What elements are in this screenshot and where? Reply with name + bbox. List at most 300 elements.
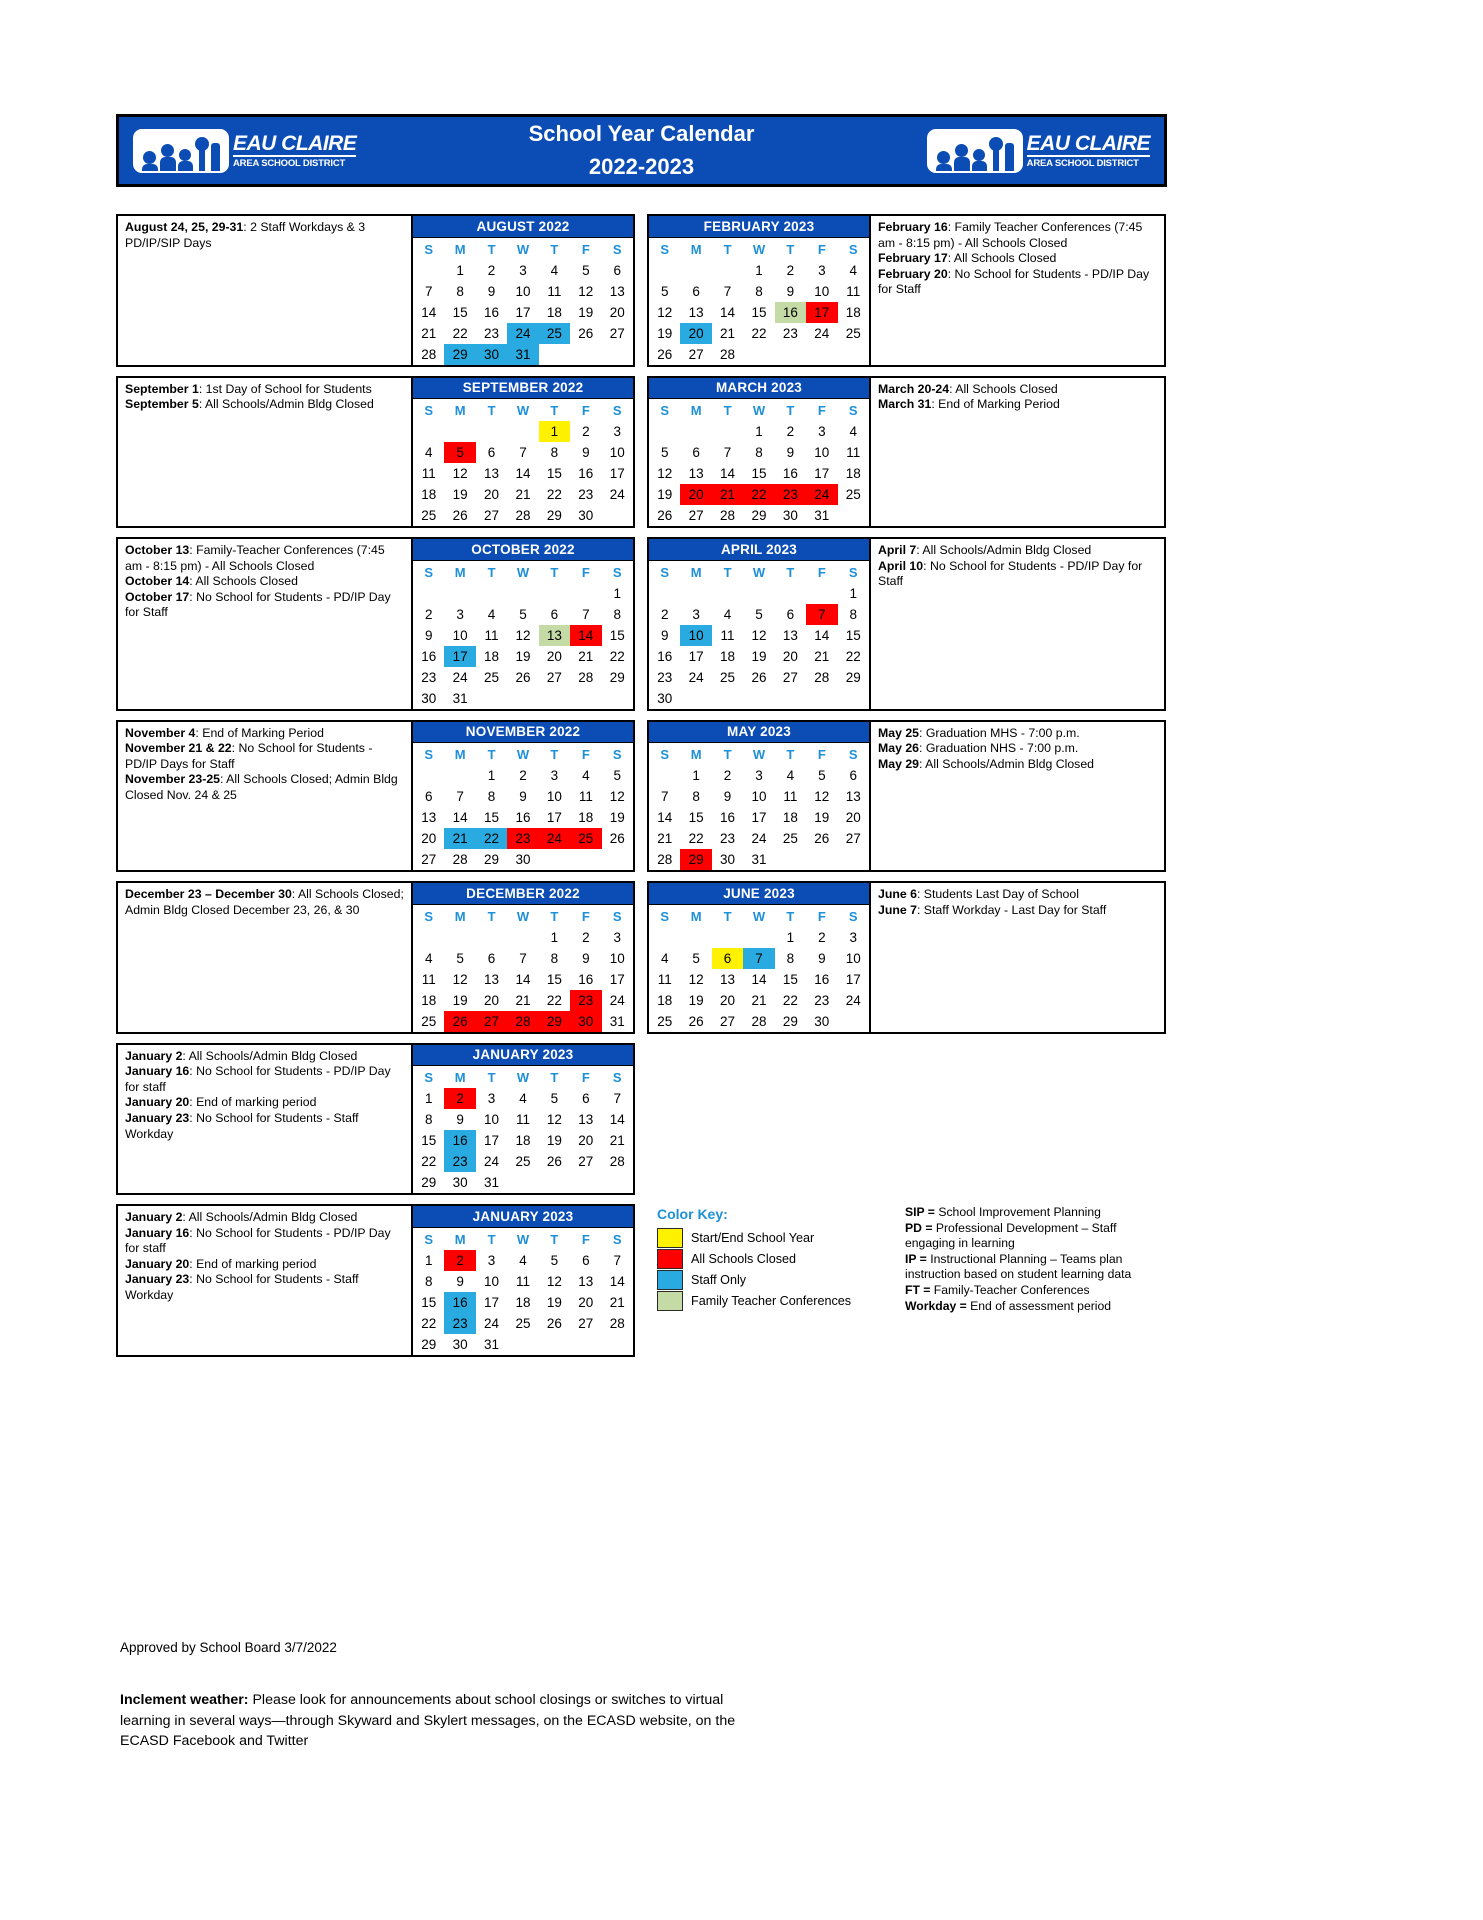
day-cell[interactable]: 15 xyxy=(845,627,861,643)
day-cell-highlighted[interactable]: 29 xyxy=(444,344,475,365)
day-cell[interactable]: 6 xyxy=(487,445,496,460)
day-cell[interactable]: 17 xyxy=(814,466,830,481)
day-cell-highlighted[interactable]: 16 xyxy=(444,1292,475,1313)
day-cell[interactable]: 11 xyxy=(783,789,798,804)
day-cell[interactable]: 15 xyxy=(546,466,562,481)
day-cell[interactable]: 14 xyxy=(421,304,437,320)
day-cell[interactable]: 9 xyxy=(582,950,590,966)
day-cell[interactable]: 28 xyxy=(720,508,736,523)
day-cell[interactable]: 28 xyxy=(421,346,437,362)
day-cell[interactable]: 15 xyxy=(452,304,468,320)
day-cell[interactable]: 10 xyxy=(452,627,468,643)
day-cell-highlighted[interactable]: 24 xyxy=(507,323,538,344)
day-cell[interactable]: 25 xyxy=(657,1013,673,1029)
day-cell[interactable]: 15 xyxy=(688,810,704,825)
day-cell[interactable]: 22 xyxy=(751,325,767,341)
day-cell[interactable]: 31 xyxy=(751,852,767,867)
day-cell-highlighted[interactable]: 26 xyxy=(444,1011,475,1032)
day-cell[interactable]: 13 xyxy=(782,627,798,643)
day-cell[interactable]: 3 xyxy=(755,768,763,783)
day-cell[interactable]: 8 xyxy=(550,950,559,966)
day-cell[interactable]: 21 xyxy=(751,992,767,1008)
day-cell-highlighted[interactable]: 20 xyxy=(680,484,711,505)
day-cell[interactable]: 28 xyxy=(609,1154,625,1169)
day-cell[interactable]: 7 xyxy=(582,606,590,622)
day-cell[interactable]: 30 xyxy=(814,1013,830,1029)
day-cell[interactable]: 24 xyxy=(484,1154,500,1169)
day-cell[interactable]: 9 xyxy=(582,445,590,460)
day-cell[interactable]: 13 xyxy=(578,1112,594,1127)
day-cell-highlighted[interactable]: 5 xyxy=(444,442,475,463)
day-cell[interactable]: 1 xyxy=(755,424,763,439)
day-cell[interactable]: 9 xyxy=(786,283,795,299)
day-cell[interactable]: 28 xyxy=(609,1315,625,1331)
day-cell[interactable]: 7 xyxy=(613,1091,622,1106)
day-cell[interactable]: 7 xyxy=(723,283,732,299)
day-cell[interactable]: 20 xyxy=(578,1294,594,1310)
day-cell[interactable]: 16 xyxy=(782,466,798,481)
day-cell[interactable]: 31 xyxy=(814,508,830,523)
day-cell[interactable]: 16 xyxy=(720,810,736,825)
day-cell[interactable]: 17 xyxy=(546,810,562,825)
day-cell[interactable]: 1 xyxy=(550,929,559,945)
day-cell[interactable]: 23 xyxy=(657,669,673,685)
day-cell[interactable]: 16 xyxy=(484,304,500,320)
day-cell[interactable]: 6 xyxy=(550,606,559,622)
day-cell[interactable]: 16 xyxy=(578,466,594,481)
day-cell-highlighted[interactable]: 17 xyxy=(806,302,837,323)
day-cell[interactable]: 26 xyxy=(609,831,625,846)
day-cell[interactable]: 13 xyxy=(688,304,704,320)
day-cell[interactable]: 14 xyxy=(609,1112,625,1127)
day-cell[interactable]: 17 xyxy=(515,304,531,320)
day-cell[interactable]: 3 xyxy=(456,606,464,622)
day-cell[interactable]: 4 xyxy=(849,262,858,278)
day-cell[interactable]: 13 xyxy=(688,466,704,481)
day-cell[interactable]: 8 xyxy=(755,283,763,299)
day-cell[interactable]: 9 xyxy=(456,1112,464,1127)
day-cell[interactable]: 28 xyxy=(720,346,736,362)
day-cell[interactable]: 3 xyxy=(849,929,858,945)
day-cell[interactable]: 7 xyxy=(424,283,433,299)
day-cell[interactable]: 29 xyxy=(546,508,562,523)
day-cell[interactable]: 5 xyxy=(550,1252,559,1268)
day-cell[interactable]: 24 xyxy=(814,325,830,341)
day-cell[interactable]: 13 xyxy=(578,1273,594,1289)
day-cell[interactable]: 8 xyxy=(424,1273,433,1289)
day-cell[interactable]: 9 xyxy=(723,789,732,804)
day-cell[interactable]: 12 xyxy=(546,1112,562,1127)
day-cell[interactable]: 18 xyxy=(845,304,861,320)
day-cell[interactable]: 6 xyxy=(613,262,622,278)
day-cell[interactable]: 8 xyxy=(755,445,763,460)
day-cell[interactable]: 19 xyxy=(452,487,468,502)
day-cell-highlighted[interactable]: 2 xyxy=(444,1088,475,1109)
day-cell[interactable]: 27 xyxy=(720,1013,736,1029)
day-cell[interactable]: 22 xyxy=(421,1154,437,1169)
day-cell[interactable]: 25 xyxy=(421,1013,437,1029)
day-cell[interactable]: 5 xyxy=(550,1091,559,1106)
day-cell[interactable]: 7 xyxy=(456,789,464,804)
day-cell[interactable]: 12 xyxy=(657,466,673,481)
day-cell[interactable]: 9 xyxy=(456,1273,464,1289)
day-cell[interactable]: 12 xyxy=(578,283,594,299)
day-cell[interactable]: 10 xyxy=(845,950,861,966)
day-cell[interactable]: 30 xyxy=(421,690,437,706)
day-cell[interactable]: 3 xyxy=(818,424,826,439)
day-cell[interactable]: 9 xyxy=(660,627,669,643)
day-cell[interactable]: 3 xyxy=(613,424,622,439)
day-cell-highlighted[interactable]: 23 xyxy=(775,484,806,505)
day-cell[interactable]: 18 xyxy=(720,648,736,664)
day-cell[interactable]: 20 xyxy=(782,648,798,664)
day-cell[interactable]: 16 xyxy=(814,971,830,987)
day-cell[interactable]: 21 xyxy=(578,648,594,664)
day-cell[interactable]: 30 xyxy=(452,1336,468,1352)
day-cell[interactable]: 14 xyxy=(515,971,531,987)
day-cell[interactable]: 9 xyxy=(519,789,527,804)
day-cell[interactable]: 19 xyxy=(578,304,594,320)
day-cell[interactable]: 20 xyxy=(484,992,500,1008)
day-cell[interactable]: 24 xyxy=(484,1315,500,1331)
day-cell[interactable]: 11 xyxy=(515,1112,530,1127)
day-cell[interactable]: 10 xyxy=(609,950,625,966)
day-cell[interactable]: 5 xyxy=(755,606,763,622)
day-cell[interactable]: 4 xyxy=(519,1091,527,1106)
day-cell[interactable]: 2 xyxy=(519,768,527,783)
day-cell[interactable]: 8 xyxy=(550,445,559,460)
day-cell[interactable]: 9 xyxy=(424,627,433,643)
day-cell[interactable]: 19 xyxy=(546,1133,562,1148)
day-cell-highlighted[interactable]: 16 xyxy=(444,1130,475,1151)
day-cell[interactable]: 1 xyxy=(692,768,700,783)
day-cell[interactable]: 22 xyxy=(782,992,798,1008)
day-cell-highlighted[interactable]: 20 xyxy=(680,323,711,344)
day-cell[interactable]: 2 xyxy=(660,606,669,622)
day-cell[interactable]: 30 xyxy=(782,508,798,523)
day-cell[interactable]: 19 xyxy=(751,648,767,664)
day-cell[interactable]: 6 xyxy=(424,789,433,804)
day-cell[interactable]: 15 xyxy=(751,466,767,481)
day-cell[interactable]: 29 xyxy=(484,852,500,867)
day-cell[interactable]: 28 xyxy=(515,508,531,523)
day-cell[interactable]: 27 xyxy=(609,325,625,341)
day-cell[interactable]: 27 xyxy=(782,669,798,685)
day-cell[interactable]: 18 xyxy=(782,810,798,825)
day-cell[interactable]: 5 xyxy=(456,950,464,966)
day-cell-highlighted[interactable]: 17 xyxy=(444,646,475,667)
day-cell[interactable]: 4 xyxy=(424,950,433,966)
day-cell[interactable]: 6 xyxy=(487,950,496,966)
day-cell[interactable]: 2 xyxy=(582,929,590,945)
day-cell[interactable]: 16 xyxy=(657,648,673,664)
day-cell[interactable]: 11 xyxy=(421,971,436,987)
day-cell[interactable]: 31 xyxy=(484,1175,500,1190)
day-cell[interactable]: 4 xyxy=(849,424,858,439)
day-cell-highlighted[interactable]: 1 xyxy=(539,421,570,442)
day-cell[interactable]: 26 xyxy=(657,508,673,523)
day-cell[interactable]: 4 xyxy=(660,950,669,966)
day-cell[interactable]: 6 xyxy=(692,445,700,460)
day-cell[interactable]: 17 xyxy=(484,1133,500,1148)
day-cell[interactable]: 30 xyxy=(657,690,673,706)
day-cell[interactable]: 22 xyxy=(609,648,625,664)
day-cell-highlighted[interactable]: 29 xyxy=(539,1011,570,1032)
day-cell[interactable]: 2 xyxy=(786,262,795,278)
day-cell[interactable]: 12 xyxy=(515,627,531,643)
day-cell[interactable]: 17 xyxy=(609,466,625,481)
day-cell[interactable]: 28 xyxy=(452,852,468,867)
day-cell[interactable]: 3 xyxy=(550,768,559,783)
day-cell[interactable]: 3 xyxy=(487,1252,496,1268)
day-cell[interactable]: 7 xyxy=(660,789,669,804)
day-cell[interactable]: 22 xyxy=(845,648,861,664)
day-cell-highlighted[interactable]: 24 xyxy=(806,484,837,505)
day-cell[interactable]: 11 xyxy=(421,466,436,481)
day-cell[interactable]: 27 xyxy=(688,508,704,523)
day-cell[interactable]: 29 xyxy=(845,669,861,685)
day-cell[interactable]: 26 xyxy=(814,831,830,846)
day-cell[interactable]: 28 xyxy=(814,669,830,685)
day-cell[interactable]: 25 xyxy=(515,1154,531,1169)
day-cell[interactable]: 15 xyxy=(546,971,562,987)
day-cell[interactable]: 23 xyxy=(578,487,594,502)
day-cell-highlighted[interactable]: 27 xyxy=(476,1011,507,1032)
day-cell[interactable]: 7 xyxy=(519,445,527,460)
day-cell[interactable]: 26 xyxy=(688,1013,704,1029)
day-cell[interactable]: 12 xyxy=(452,971,468,987)
day-cell[interactable]: 12 xyxy=(452,466,468,481)
day-cell[interactable]: 4 xyxy=(487,606,496,622)
day-cell-highlighted[interactable]: 29 xyxy=(680,849,711,870)
day-cell[interactable]: 6 xyxy=(692,283,700,299)
day-cell[interactable]: 24 xyxy=(688,669,704,685)
day-cell[interactable]: 25 xyxy=(515,1315,531,1331)
day-cell[interactable]: 26 xyxy=(546,1315,562,1331)
day-cell[interactable]: 15 xyxy=(484,810,500,825)
day-cell[interactable]: 17 xyxy=(609,971,625,987)
day-cell[interactable]: 21 xyxy=(814,648,830,664)
day-cell[interactable]: 15 xyxy=(609,627,625,643)
day-cell[interactable]: 24 xyxy=(609,992,625,1008)
day-cell[interactable]: 25 xyxy=(845,325,861,341)
day-cell[interactable]: 14 xyxy=(720,466,736,481)
day-cell[interactable]: 2 xyxy=(786,424,795,439)
day-cell[interactable]: 13 xyxy=(421,810,437,825)
day-cell[interactable]: 18 xyxy=(515,1294,531,1310)
day-cell-highlighted[interactable]: 14 xyxy=(570,625,601,646)
day-cell[interactable]: 19 xyxy=(515,648,531,664)
day-cell[interactable]: 3 xyxy=(487,1091,496,1106)
day-cell[interactable]: 24 xyxy=(751,831,767,846)
day-cell[interactable]: 5 xyxy=(613,768,622,783)
day-cell[interactable]: 20 xyxy=(484,487,500,502)
day-cell[interactable]: 21 xyxy=(720,325,736,341)
day-cell[interactable]: 18 xyxy=(546,304,562,320)
day-cell[interactable]: 27 xyxy=(421,852,437,867)
day-cell[interactable]: 23 xyxy=(782,325,798,341)
day-cell-highlighted[interactable]: 28 xyxy=(507,1011,538,1032)
day-cell[interactable]: 9 xyxy=(818,950,826,966)
day-cell[interactable]: 14 xyxy=(814,627,830,643)
day-cell[interactable]: 19 xyxy=(688,992,704,1008)
day-cell[interactable]: 27 xyxy=(578,1315,594,1331)
day-cell[interactable]: 18 xyxy=(578,810,594,825)
day-cell[interactable]: 2 xyxy=(723,768,732,783)
day-cell[interactable]: 14 xyxy=(452,810,468,825)
day-cell[interactable]: 21 xyxy=(609,1133,625,1148)
day-cell[interactable]: 8 xyxy=(613,606,622,622)
day-cell[interactable]: 8 xyxy=(692,789,700,804)
day-cell[interactable]: 4 xyxy=(424,445,433,460)
day-cell[interactable]: 16 xyxy=(578,971,594,987)
day-cell[interactable]: 5 xyxy=(582,262,590,278)
day-cell[interactable]: 31 xyxy=(484,1336,500,1352)
day-cell[interactable]: 2 xyxy=(582,424,590,439)
day-cell-highlighted[interactable]: 25 xyxy=(539,323,570,344)
day-cell[interactable]: 1 xyxy=(755,262,763,278)
day-cell-highlighted[interactable]: 2 xyxy=(444,1250,475,1271)
day-cell[interactable]: 14 xyxy=(515,466,531,481)
day-cell[interactable]: 27 xyxy=(546,669,562,685)
day-cell[interactable]: 1 xyxy=(424,1252,433,1268)
day-cell[interactable]: 11 xyxy=(720,627,735,643)
day-cell[interactable]: 7 xyxy=(723,445,732,460)
day-cell[interactable]: 18 xyxy=(484,648,500,664)
day-cell[interactable]: 3 xyxy=(613,929,622,945)
day-cell[interactable]: 4 xyxy=(582,768,590,783)
day-cell[interactable]: 26 xyxy=(515,669,531,685)
day-cell[interactable]: 20 xyxy=(720,992,736,1008)
day-cell-highlighted[interactable]: 22 xyxy=(476,828,507,849)
day-cell[interactable]: 25 xyxy=(484,669,500,685)
day-cell[interactable]: 3 xyxy=(818,262,826,278)
day-cell[interactable]: 2 xyxy=(818,929,826,945)
day-cell[interactable]: 3 xyxy=(519,262,527,278)
day-cell[interactable]: 1 xyxy=(487,768,496,783)
day-cell[interactable]: 13 xyxy=(484,971,500,987)
day-cell[interactable]: 17 xyxy=(845,971,861,987)
day-cell[interactable]: 20 xyxy=(578,1133,594,1148)
day-cell[interactable]: 12 xyxy=(751,627,767,643)
day-cell[interactable]: 27 xyxy=(484,508,500,523)
day-cell[interactable]: 8 xyxy=(487,789,496,804)
day-cell-highlighted[interactable]: 23 xyxy=(444,1151,475,1172)
day-cell[interactable]: 4 xyxy=(723,606,732,622)
day-cell[interactable]: 25 xyxy=(782,831,798,846)
day-cell[interactable]: 12 xyxy=(657,304,673,320)
day-cell[interactable]: 13 xyxy=(845,789,861,804)
day-cell[interactable]: 19 xyxy=(814,810,830,825)
day-cell[interactable]: 30 xyxy=(720,852,736,867)
day-cell-highlighted[interactable]: 25 xyxy=(570,828,601,849)
day-cell[interactable]: 13 xyxy=(720,971,736,987)
day-cell[interactable]: 26 xyxy=(452,508,468,523)
day-cell[interactable]: 19 xyxy=(546,1294,562,1310)
day-cell[interactable]: 10 xyxy=(609,445,625,460)
day-cell[interactable]: 15 xyxy=(421,1133,437,1148)
day-cell[interactable]: 26 xyxy=(578,325,594,341)
day-cell[interactable]: 8 xyxy=(786,950,795,966)
day-cell[interactable]: 29 xyxy=(751,508,767,523)
day-cell[interactable]: 14 xyxy=(720,304,736,320)
day-cell[interactable]: 24 xyxy=(609,487,625,502)
day-cell[interactable]: 10 xyxy=(484,1112,500,1127)
day-cell[interactable]: 28 xyxy=(578,669,594,685)
day-cell-highlighted[interactable]: 24 xyxy=(539,828,570,849)
day-cell[interactable]: 17 xyxy=(751,810,767,825)
day-cell-highlighted[interactable]: 23 xyxy=(507,828,538,849)
day-cell[interactable]: 2 xyxy=(487,262,496,278)
day-cell[interactable]: 29 xyxy=(782,1013,798,1029)
day-cell[interactable]: 7 xyxy=(613,1252,622,1268)
day-cell[interactable]: 4 xyxy=(786,768,795,783)
day-cell[interactable]: 24 xyxy=(845,992,861,1008)
day-cell[interactable]: 21 xyxy=(421,325,437,341)
day-cell[interactable]: 21 xyxy=(657,831,673,846)
day-cell[interactable]: 20 xyxy=(546,648,562,664)
day-cell[interactable]: 22 xyxy=(452,325,468,341)
day-cell[interactable]: 16 xyxy=(421,648,437,664)
day-cell[interactable]: 18 xyxy=(845,466,861,481)
day-cell[interactable]: 19 xyxy=(452,992,468,1008)
day-cell[interactable]: 15 xyxy=(751,304,767,320)
day-cell[interactable]: 6 xyxy=(786,606,795,622)
day-cell[interactable]: 2 xyxy=(424,606,433,622)
day-cell[interactable]: 14 xyxy=(609,1273,625,1289)
day-cell[interactable]: 27 xyxy=(688,346,704,362)
day-cell[interactable]: 10 xyxy=(751,789,767,804)
day-cell[interactable]: 24 xyxy=(452,669,468,685)
day-cell[interactable]: 29 xyxy=(421,1175,437,1190)
day-cell-highlighted[interactable]: 10 xyxy=(680,625,711,646)
day-cell[interactable]: 30 xyxy=(578,508,594,523)
day-cell[interactable]: 11 xyxy=(515,1273,530,1289)
day-cell[interactable]: 28 xyxy=(751,1013,767,1029)
day-cell[interactable]: 10 xyxy=(484,1273,500,1289)
day-cell[interactable]: 18 xyxy=(421,487,437,502)
day-cell[interactable]: 14 xyxy=(751,971,767,987)
day-cell[interactable]: 12 xyxy=(546,1273,562,1289)
day-cell[interactable]: 25 xyxy=(845,487,861,502)
day-cell[interactable]: 25 xyxy=(720,669,736,685)
day-cell[interactable]: 5 xyxy=(660,445,669,460)
day-cell[interactable]: 7 xyxy=(519,950,527,966)
day-cell[interactable]: 10 xyxy=(546,789,562,804)
day-cell[interactable]: 8 xyxy=(849,606,858,622)
day-cell[interactable]: 26 xyxy=(657,346,673,362)
day-cell[interactable]: 21 xyxy=(609,1294,625,1310)
day-cell[interactable]: 6 xyxy=(582,1252,590,1268)
day-cell-highlighted[interactable]: 7 xyxy=(743,948,774,969)
day-cell[interactable]: 23 xyxy=(814,992,830,1008)
day-cell-highlighted[interactable]: 21 xyxy=(712,484,743,505)
day-cell[interactable]: 26 xyxy=(751,669,767,685)
day-cell[interactable]: 1 xyxy=(613,585,622,601)
day-cell[interactable]: 18 xyxy=(657,992,673,1008)
day-cell-highlighted[interactable]: 6 xyxy=(712,948,743,969)
day-cell[interactable]: 30 xyxy=(452,1175,468,1190)
day-cell-highlighted[interactable]: 23 xyxy=(570,990,601,1011)
day-cell[interactable]: 27 xyxy=(578,1154,594,1169)
day-cell[interactable]: 16 xyxy=(515,810,531,825)
day-cell[interactable]: 1 xyxy=(786,929,795,945)
day-cell-highlighted[interactable]: 31 xyxy=(507,344,538,365)
day-cell[interactable]: 17 xyxy=(688,648,704,664)
day-cell-highlighted[interactable]: 22 xyxy=(743,484,774,505)
day-cell[interactable]: 10 xyxy=(814,283,830,299)
day-cell-highlighted[interactable]: 13 xyxy=(539,625,570,646)
